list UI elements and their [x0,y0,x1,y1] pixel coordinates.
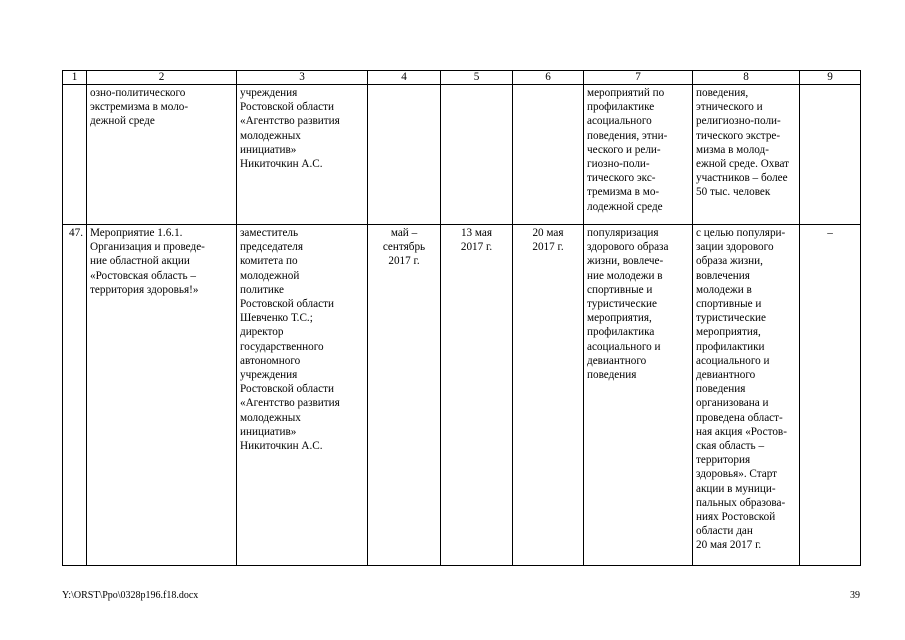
actual-result-cell: с целью популяри- зации здорового образа жизни, вовлечения молодежи в спортивные и туристические мероприятия, профилактики асоциального и девиантного поведения организована и проведена област- ная акция «Ростов- ская область – территория здоровья». Старт акции в муници- пальных образова- ниях Ростовской области дан 20 мая 2017 г. [693,225,800,566]
footer-page-number: 39 [850,590,860,601]
period-cell: май – сентябрь 2017 г. [368,225,441,566]
plan-table [62,70,861,566]
table-row [63,225,861,566]
actual-result-cell: поведения, этнического и религиозно-поли- тического экстре- мизма в молод- ежной среде. Охват участников – более 50 тыс. человек [693,85,800,225]
header-cell: 7 [584,71,693,85]
period-cell [368,85,441,225]
header-cell: 4 [368,71,441,85]
table-header-row [63,71,861,85]
header-cell: 8 [693,71,800,85]
footer-file-path: Y:\ORST\Ppo\0328p196.f18.docx [62,590,199,601]
header-cell: 3 [237,71,368,85]
row-number-cell [63,85,87,225]
notes-cell: – [800,225,861,566]
header-cell: 5 [441,71,513,85]
header-cell: 2 [87,71,237,85]
header-cell: 6 [513,71,584,85]
responsible-cell: заместитель председателя комитета по молодежной политике Ростовской области Шевченко Т.С.; директор государственного автономного учреждения Ростовской области «Агентство развития молодежных инициатив» Никиточкин А.С. [237,225,368,566]
row-number-cell: 47. [63,225,87,566]
end-date-cell: 20 мая 2017 г. [513,225,584,566]
start-date-cell: 13 мая 2017 г. [441,225,513,566]
header-cell: 1 [63,71,87,85]
expected-result-cell: популяризация здорового образа жизни, вовлече- ние молодежи в спортивные и туристические мероприятия, профилактика асоциального и девиантного поведения [584,225,693,566]
end-date-cell [513,85,584,225]
start-date-cell [441,85,513,225]
responsible-cell: учреждения Ростовской области «Агентство развития молодежных инициатив» Никиточкин А.С. [237,85,368,225]
notes-cell [800,85,861,225]
event-name-cell: Мероприятие 1.6.1. Организация и проведе- ние областной акции «Ростовская область – территория здоровья!» [87,225,237,566]
expected-result-cell: мероприятий по профилактике асоциального поведения, этни- ческого и рели- гиозно-поли- тического экс- тремизма в мо- лодежной среде [584,85,693,225]
event-name-cell: озно-политического экстремизма в моло- дежной среде [87,85,237,225]
header-cell: 9 [800,71,861,85]
table-row [63,85,861,225]
